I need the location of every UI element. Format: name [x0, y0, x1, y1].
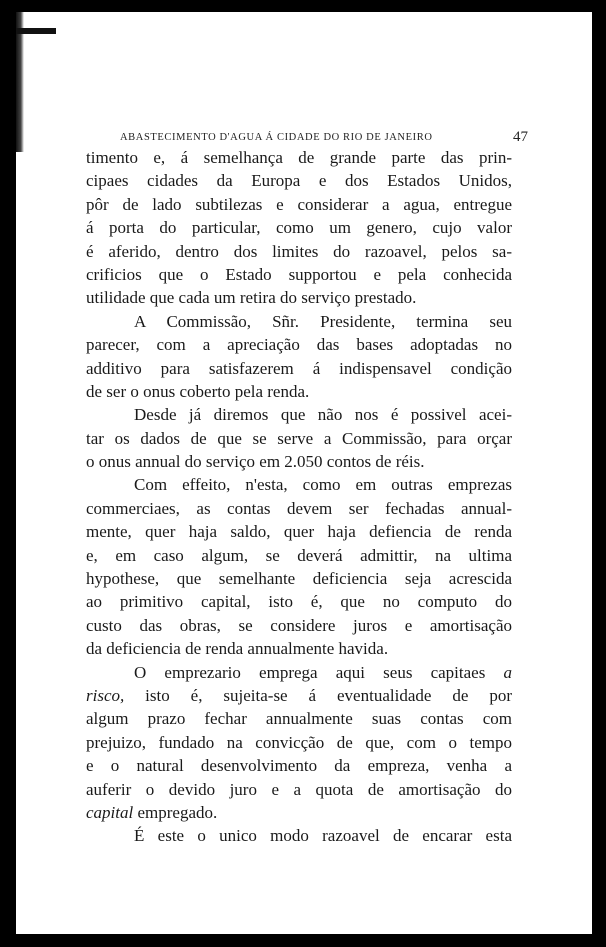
text-line: o onus annual do serviço em 2.050 contos de réis. [86, 452, 425, 472]
text-line: prejuizo, fundado na convicção de que, com o tempo [86, 732, 512, 752]
text-line: utilidade que cada um retira do serviço prestado. [86, 288, 417, 308]
text-line: cipaes cidades da Europa e dos Estados Unidos, [86, 171, 512, 191]
text-line [86, 661, 512, 684]
text-line: auferir o devido juro e a quota de amortisação do [86, 779, 512, 799]
text-line: tar os dados de que se serve a Commissão, para orçar [86, 428, 512, 448]
italic-word: a [503, 662, 513, 682]
text-line: timento e, á semelhança de grande parte das prin- [86, 148, 512, 167]
text-line: Com effeito, n'esta, como em outras emprezas [134, 475, 512, 495]
text-line: e, em caso algum, se deverá admittir, na ultima [86, 545, 512, 565]
text-line: de ser o onus coberto pela renda. [86, 381, 310, 401]
text-line: Desde já diremos que não nos é possivel acei- [134, 405, 512, 425]
text-line: crificios que o Estado supportou e pela conhecida [86, 264, 512, 284]
text-run: empregado. [133, 802, 218, 822]
text-run: isto é, sujeita-se á eventualidade de por [124, 685, 512, 705]
text-line [86, 801, 512, 824]
text-line: e o natural desenvolvimento da empreza, venha a [86, 756, 512, 776]
text-run: O emprezario emprega aqui seus capitaes [134, 662, 486, 682]
body-text [86, 146, 512, 848]
text-line: A Commissão, Sñr. Presidente, termina seu [134, 311, 512, 331]
text-line: custo das obras, se considere juros e amortisação [86, 615, 512, 635]
text-line: ao primitivo capital, isto é, que no computo do [86, 592, 512, 612]
text-line: mente, quer haja saldo, quer haja defiencia de renda [86, 522, 512, 542]
text-line: é aferido, dentro dos limites do razoavel, pelos sa- [86, 241, 512, 261]
text-line: additivo para satisfazerem á indispensavel condição [86, 358, 512, 378]
text-line: parecer, com a apreciação das bases adoptadas no [86, 335, 512, 355]
text-line: hypothese, que semelhante deficiencia seja acrescida [86, 569, 512, 589]
text-line [86, 684, 512, 707]
text-line: da deficiencia de renda annualmente havida. [86, 639, 389, 659]
text-line: É este o unico modo razoavel de encarar esta [134, 826, 512, 846]
page-number: 47 [513, 129, 528, 145]
scan-corner-mark [16, 28, 56, 34]
text-line: commerciaes, as contas devem ser fechadas annual- [86, 498, 512, 518]
running-head: ABASTECIMENTO D'AGUA Á CIDADE DO RIO DE JANEIRO [120, 132, 433, 143]
italic-word: capital [86, 802, 134, 822]
text-line: algum prazo fechar annualmente suas contas com [86, 709, 512, 729]
text-line: pôr de lado subtilezas e considerar a agua, entregue [86, 194, 512, 214]
text-line: á porta do particular, como um genero, cujo valor [86, 218, 512, 238]
italic-word: risco, [86, 685, 125, 705]
